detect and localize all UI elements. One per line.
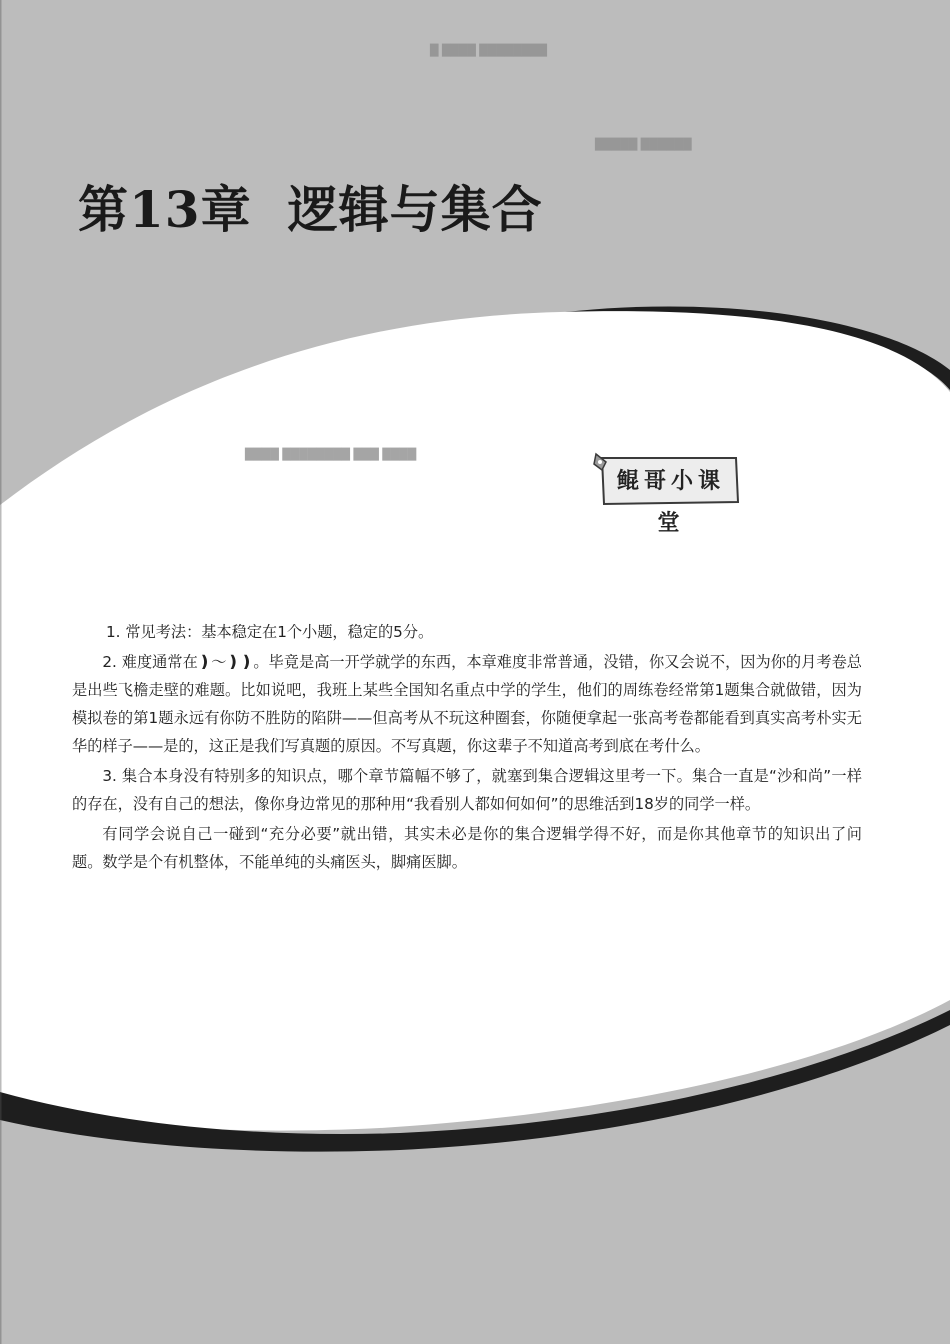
chapter-number: 第13章 [78,180,252,239]
badge-label: 鲲哥小课堂 [616,468,725,536]
difficulty-high-icon: ❫❫ [226,652,254,671]
difficulty-low-icon: ❫ [197,652,212,671]
paragraph-knowledge-points: 3. 集合本身没有特别多的知识点，哪个章节篇幅不够了，就塞到集合逻辑这里考一下。集合一直是“沙和尚”一样的存在，没有自己的想法，像你身边常见的那种用“我看别人都如何如何”的思维活到18岁的同学一样。 [72,767,862,813]
bleed-through-text: ████ ████████ ███ ████ [245,448,417,461]
difficulty-tilde: ～ [211,653,227,671]
difficulty-prefix: 2. 难度通常在 [102,653,198,671]
chapter-title [78,170,543,242]
chapter-name: 逻辑与集合 [287,180,543,239]
paragraph-difficulty [72,648,862,760]
paragraph-advice: 有同学会说自己一碰到“充分必要”就出错，其实未必是你的集合逻辑学得不好，而是你其他章节的知识出了问题。数学是个有机整体，不能单纯的头痛医头，脚痛医脚。 [72,825,862,871]
difficulty-text: 。毕竟是高一开学就学的东西，本章难度非常普通，没错，你又会说不，因为你的月考卷总是出些飞檐走壁的难题。比如说吧，我班上某些全国知名重点中学的学生，他们的周练卷经常第1题集合就做错，因为模拟卷的第1题永远有你防不胜防的陷阱——但高考从不玩这种圈套，你随便拿起一张高考卷都能看到真实高考朴实无华的样子——是的，这正是我们写真题的原因。不写真题，你这辈子不知道高考到底在考什么。 [72,653,862,755]
chapter-intro [72,618,862,878]
bleed-through-text: █ ████ ████████ [430,44,547,57]
paragraph-exam-format: 1. 常见考法：基本稳定在1个小题，稳定的5分。 [106,623,434,641]
section-badge [592,452,742,536]
bleed-through-text: █████ ██████ [595,138,692,151]
